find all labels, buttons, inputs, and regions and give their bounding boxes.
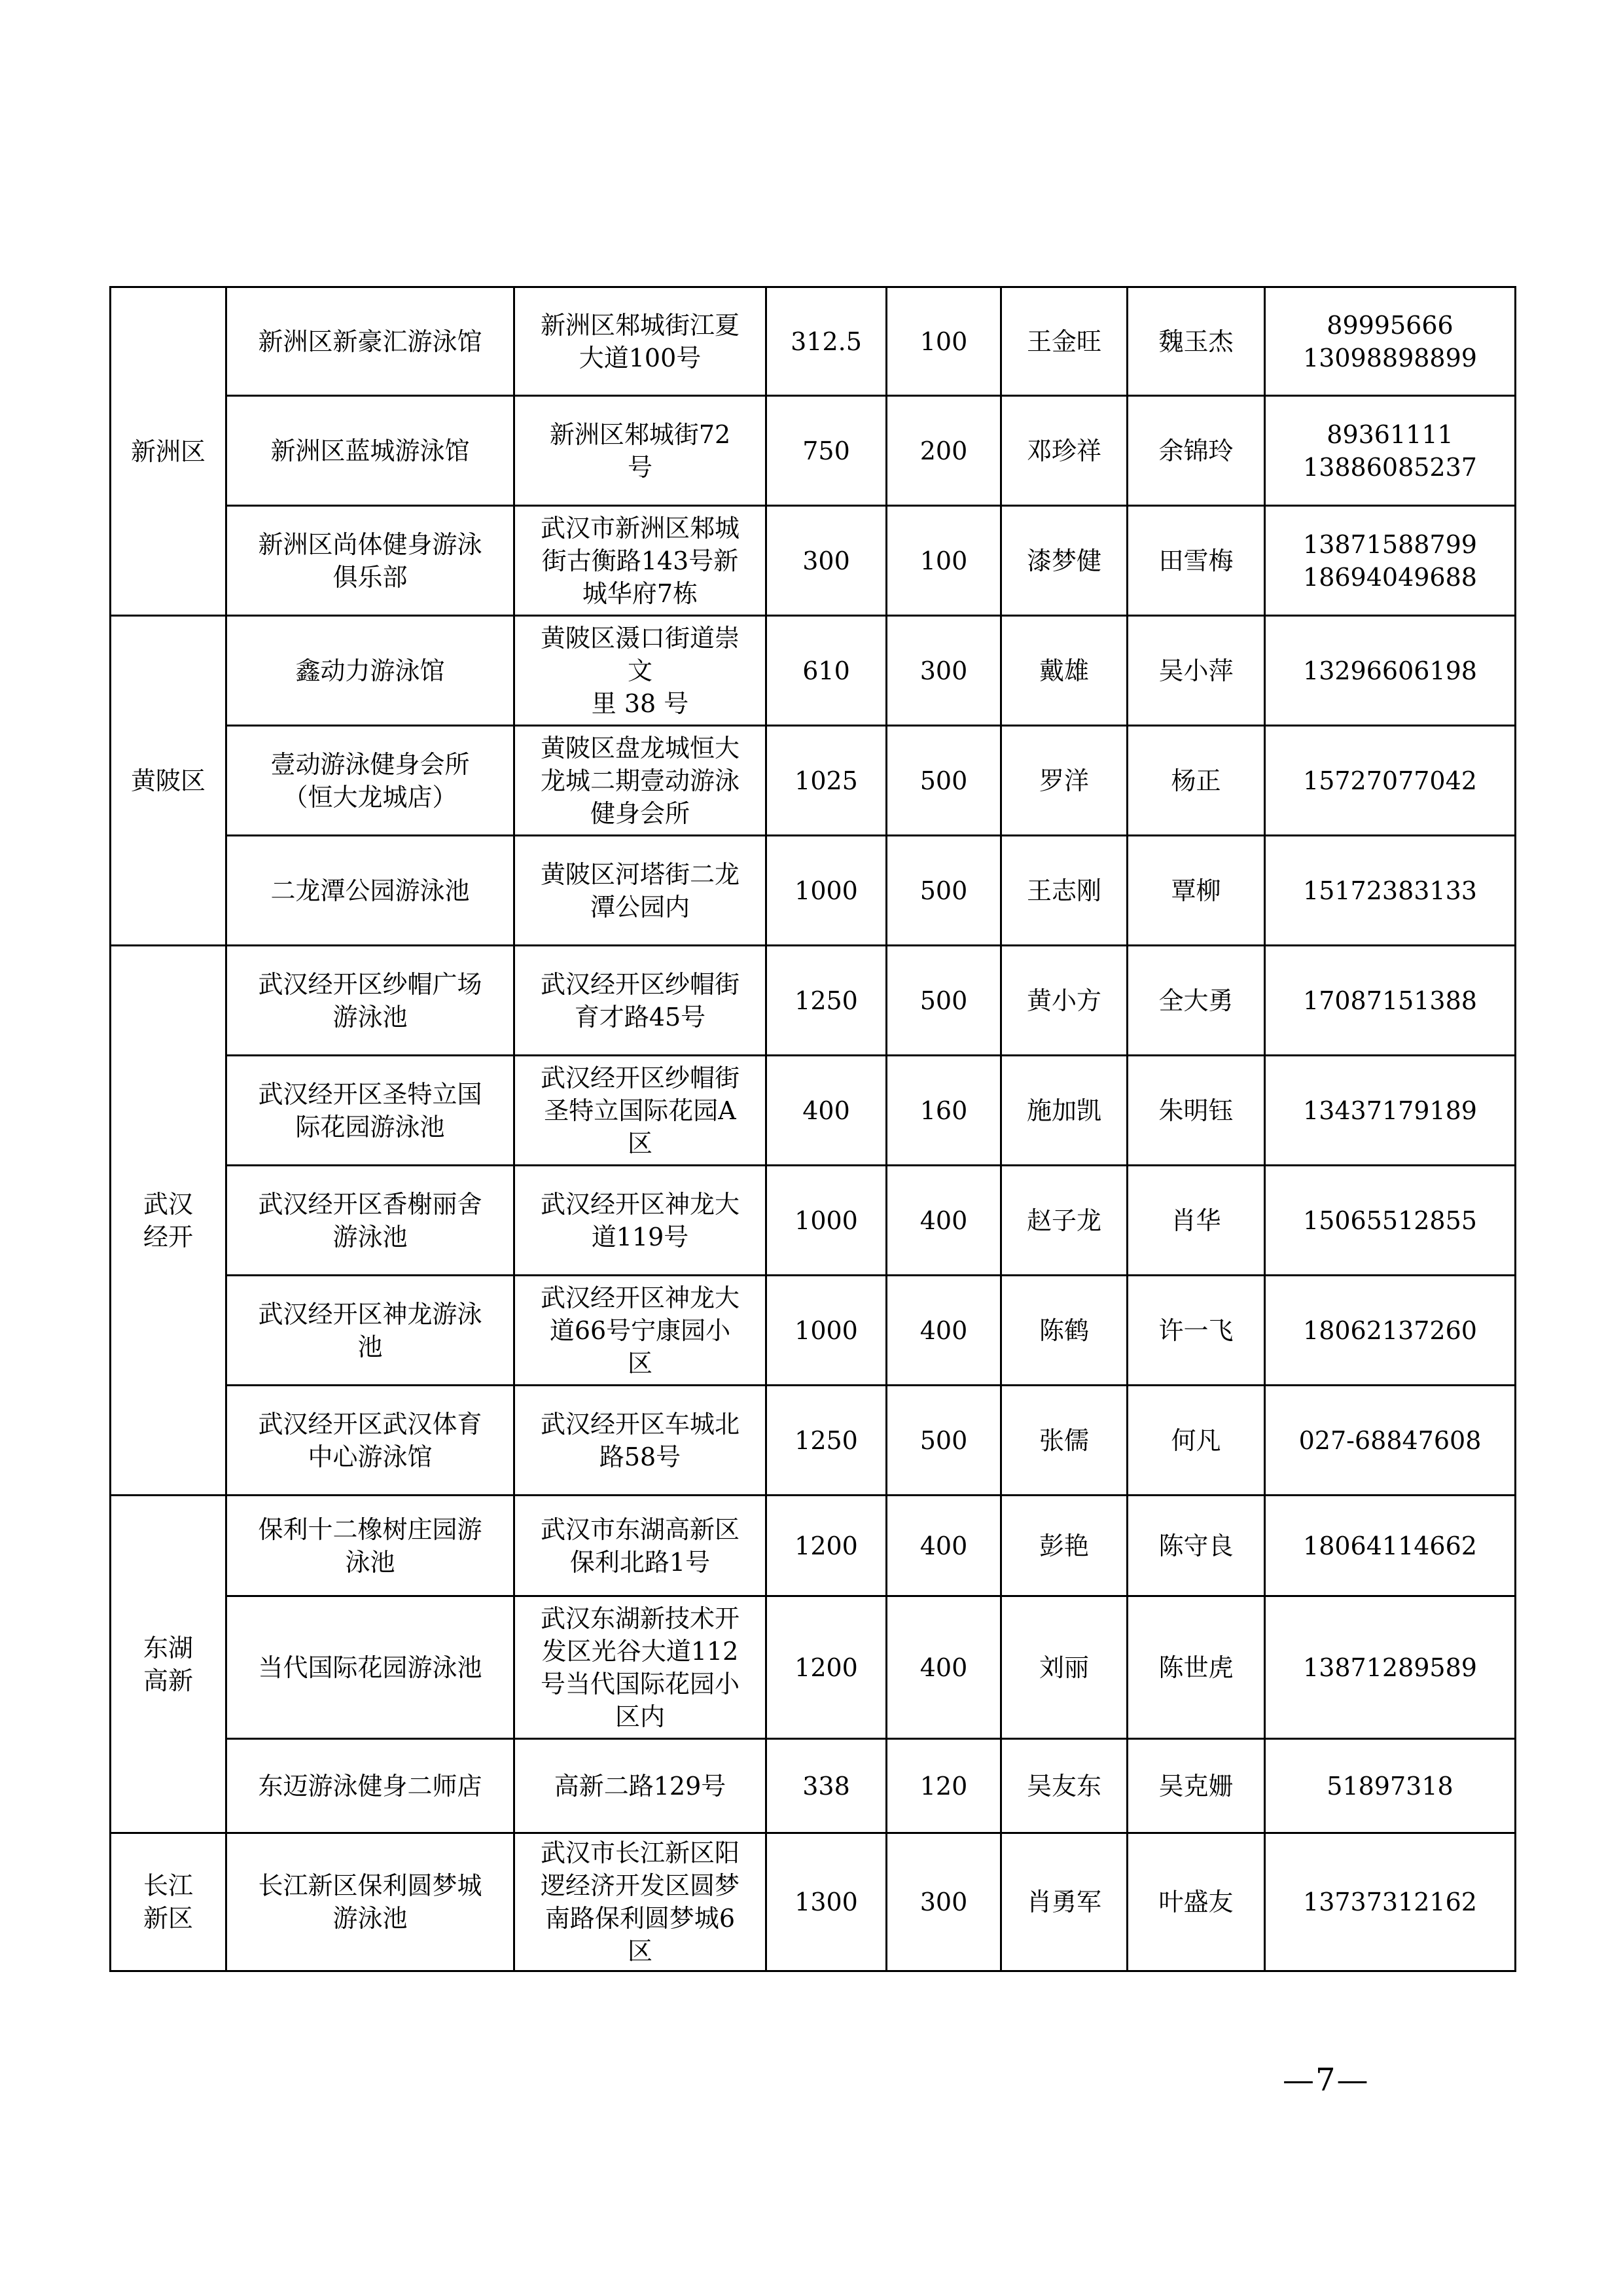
manager-person-cell: 叶盛友 xyxy=(1128,1833,1265,1971)
contact-phone-cell: 13871289589 xyxy=(1265,1596,1516,1739)
venue-area-cell: 1300 xyxy=(766,1833,887,1971)
manager-person-cell: 杨正 xyxy=(1128,726,1265,836)
table-row xyxy=(111,1833,1516,1971)
venue-capacity-cell: 120 xyxy=(887,1739,1001,1833)
venue-area-cell: 1000 xyxy=(766,836,887,946)
table-row xyxy=(111,1496,1516,1596)
venue-address-cell: 武汉市东湖高新区 保利北路1号 xyxy=(514,1496,766,1596)
manager-person-cell: 田雪梅 xyxy=(1128,506,1265,616)
table-row xyxy=(111,946,1516,1056)
venue-capacity-cell: 200 xyxy=(887,396,1001,506)
venue-area-cell: 1000 xyxy=(766,1166,887,1276)
contact-phone-cell: 15172383133 xyxy=(1265,836,1516,946)
contact-phone-cell: 17087151388 xyxy=(1265,946,1516,1056)
contact-phone-cell: 89361111 13886085237 xyxy=(1265,396,1516,506)
table-row xyxy=(111,287,1516,396)
venue-capacity-cell: 500 xyxy=(887,726,1001,836)
venue-address-cell: 武汉经开区神龙大 道119号 xyxy=(514,1166,766,1276)
venue-area-cell: 312.5 xyxy=(766,287,887,396)
venue-name-cell: 武汉经开区武汉体育 中心游泳馆 xyxy=(226,1386,514,1496)
table-row xyxy=(111,726,1516,836)
venue-address-cell: 黄陂区河塔街二龙 潭公园内 xyxy=(514,836,766,946)
manager-person-cell: 何凡 xyxy=(1128,1386,1265,1496)
manager-person-cell: 吴小萍 xyxy=(1128,616,1265,726)
venue-name-cell: 当代国际花园游泳池 xyxy=(226,1596,514,1739)
contact-phone-cell: 18064114662 xyxy=(1265,1496,1516,1596)
contact-person-cell: 漆梦健 xyxy=(1001,506,1128,616)
contact-person-cell: 王金旺 xyxy=(1001,287,1128,396)
venue-address-cell: 武汉市长江新区阳 逻经济开发区圆梦 南路保利圆梦城6 区 xyxy=(514,1833,766,1971)
venue-address-cell: 高新二路129号 xyxy=(514,1739,766,1833)
venue-capacity-cell: 400 xyxy=(887,1166,1001,1276)
venue-name-cell: 新洲区蓝城游泳馆 xyxy=(226,396,514,506)
venue-name-cell: 东迈游泳健身二师店 xyxy=(226,1739,514,1833)
venue-address-cell: 武汉经开区纱帽街 育才路45号 xyxy=(514,946,766,1056)
manager-person-cell: 全大勇 xyxy=(1128,946,1265,1056)
table-row xyxy=(111,616,1516,726)
venue-table-body xyxy=(111,287,1516,1971)
manager-person-cell: 陈世虎 xyxy=(1128,1596,1265,1739)
contact-phone-cell: 18062137260 xyxy=(1265,1276,1516,1386)
venue-capacity-cell: 100 xyxy=(887,506,1001,616)
manager-person-cell: 陈守良 xyxy=(1128,1496,1265,1596)
venue-area-cell: 750 xyxy=(766,396,887,506)
contact-phone-cell: 13437179189 xyxy=(1265,1056,1516,1166)
contact-phone-cell: 13871588799 18694049688 xyxy=(1265,506,1516,616)
venue-name-cell: 武汉经开区香榭丽舍 游泳池 xyxy=(226,1166,514,1276)
district-cell: 长江 新区 xyxy=(111,1833,226,1971)
manager-person-cell: 许一飞 xyxy=(1128,1276,1265,1386)
contact-phone-cell: 15727077042 xyxy=(1265,726,1516,836)
venue-area-cell: 1025 xyxy=(766,726,887,836)
contact-person-cell: 吴友东 xyxy=(1001,1739,1128,1833)
district-cell: 东湖 高新 xyxy=(111,1496,226,1833)
contact-person-cell: 刘丽 xyxy=(1001,1596,1128,1739)
venue-capacity-cell: 300 xyxy=(887,1833,1001,1971)
venue-capacity-cell: 400 xyxy=(887,1596,1001,1739)
venue-address-cell: 新洲区邾城街72 号 xyxy=(514,396,766,506)
contact-person-cell: 赵子龙 xyxy=(1001,1166,1128,1276)
venue-name-cell: 长江新区保利圆梦城 游泳池 xyxy=(226,1833,514,1971)
venue-name-cell: 武汉经开区圣特立国 际花园游泳池 xyxy=(226,1056,514,1166)
contact-person-cell: 邓珍祥 xyxy=(1001,396,1128,506)
manager-person-cell: 余锦玲 xyxy=(1128,396,1265,506)
manager-person-cell: 朱明钰 xyxy=(1128,1056,1265,1166)
venue-area-cell: 610 xyxy=(766,616,887,726)
venue-name-cell: 新洲区尚体健身游泳 俱乐部 xyxy=(226,506,514,616)
table-row xyxy=(111,1056,1516,1166)
table-row xyxy=(111,1739,1516,1833)
venue-capacity-cell: 100 xyxy=(887,287,1001,396)
contact-person-cell: 彭艳 xyxy=(1001,1496,1128,1596)
venue-area-cell: 1250 xyxy=(766,1386,887,1496)
contact-phone-cell: 89995666 13098898899 xyxy=(1265,287,1516,396)
venue-area-cell: 1200 xyxy=(766,1596,887,1739)
contact-phone-cell: 13737312162 xyxy=(1265,1833,1516,1971)
venue-area-cell: 1000 xyxy=(766,1276,887,1386)
venue-address-cell: 黄陂区盘龙城恒大 龙城二期壹动游泳 健身会所 xyxy=(514,726,766,836)
contact-phone-cell: 13296606198 xyxy=(1265,616,1516,726)
contact-person-cell: 王志刚 xyxy=(1001,836,1128,946)
venue-capacity-cell: 400 xyxy=(887,1276,1001,1386)
venue-area-cell: 300 xyxy=(766,506,887,616)
contact-person-cell: 张儒 xyxy=(1001,1386,1128,1496)
district-cell: 新洲区 xyxy=(111,287,226,616)
contact-person-cell: 肖勇军 xyxy=(1001,1833,1128,1971)
table-row xyxy=(111,1276,1516,1386)
venue-address-cell: 武汉经开区车城北 路58号 xyxy=(514,1386,766,1496)
contact-person-cell: 陈鹤 xyxy=(1001,1276,1128,1386)
venue-area-cell: 1200 xyxy=(766,1496,887,1596)
table-row xyxy=(111,396,1516,506)
table-row xyxy=(111,836,1516,946)
manager-person-cell: 魏玉杰 xyxy=(1128,287,1265,396)
venue-area-cell: 400 xyxy=(766,1056,887,1166)
venue-table xyxy=(109,286,1516,1972)
contact-phone-cell: 15065512855 xyxy=(1265,1166,1516,1276)
contact-phone-cell: 027-68847608 xyxy=(1265,1386,1516,1496)
contact-phone-cell: 51897318 xyxy=(1265,1739,1516,1833)
manager-person-cell: 覃柳 xyxy=(1128,836,1265,946)
district-cell: 武汉 经开 xyxy=(111,946,226,1496)
venue-area-cell: 1250 xyxy=(766,946,887,1056)
manager-person-cell: 吴克姗 xyxy=(1128,1739,1265,1833)
table-row xyxy=(111,1596,1516,1739)
venue-name-cell: 鑫动力游泳馆 xyxy=(226,616,514,726)
venue-area-cell: 338 xyxy=(766,1739,887,1833)
venue-name-cell: 武汉经开区纱帽广场 游泳池 xyxy=(226,946,514,1056)
table-row xyxy=(111,506,1516,616)
table-row xyxy=(111,1166,1516,1276)
venue-capacity-cell: 500 xyxy=(887,1386,1001,1496)
venue-capacity-cell: 300 xyxy=(887,616,1001,726)
contact-person-cell: 施加凯 xyxy=(1001,1056,1128,1166)
venue-name-cell: 保利十二橡树庄园游 泳池 xyxy=(226,1496,514,1596)
venue-address-cell: 武汉经开区纱帽街 圣特立国际花园A 区 xyxy=(514,1056,766,1166)
manager-person-cell: 肖华 xyxy=(1128,1166,1265,1276)
venue-address-cell: 新洲区邾城街江夏 大道100号 xyxy=(514,287,766,396)
venue-address-cell: 武汉市新洲区邾城 街古衡路143号新 城华府7栋 xyxy=(514,506,766,616)
venue-capacity-cell: 160 xyxy=(887,1056,1001,1166)
contact-person-cell: 黄小方 xyxy=(1001,946,1128,1056)
table-row xyxy=(111,1386,1516,1496)
venue-capacity-cell: 500 xyxy=(887,836,1001,946)
venue-name-cell: 二龙潭公园游泳池 xyxy=(226,836,514,946)
venue-capacity-cell: 500 xyxy=(887,946,1001,1056)
venue-address-cell: 黄陂区滠口街道崇 文 里 38 号 xyxy=(514,616,766,726)
venue-name-cell: 新洲区新豪汇游泳馆 xyxy=(226,287,514,396)
venue-name-cell: 壹动游泳健身会所 （恒大龙城店） xyxy=(226,726,514,836)
contact-person-cell: 罗洋 xyxy=(1001,726,1128,836)
venue-name-cell: 武汉经开区神龙游泳 池 xyxy=(226,1276,514,1386)
venue-address-cell: 武汉经开区神龙大 道66号宁康园小 区 xyxy=(514,1276,766,1386)
district-cell: 黄陂区 xyxy=(111,616,226,946)
venue-capacity-cell: 400 xyxy=(887,1496,1001,1596)
page-number: —7— xyxy=(1283,2062,1370,2098)
contact-person-cell: 戴雄 xyxy=(1001,616,1128,726)
venue-address-cell: 武汉东湖新技术开 发区光谷大道112 号当代国际花园小 区内 xyxy=(514,1596,766,1739)
